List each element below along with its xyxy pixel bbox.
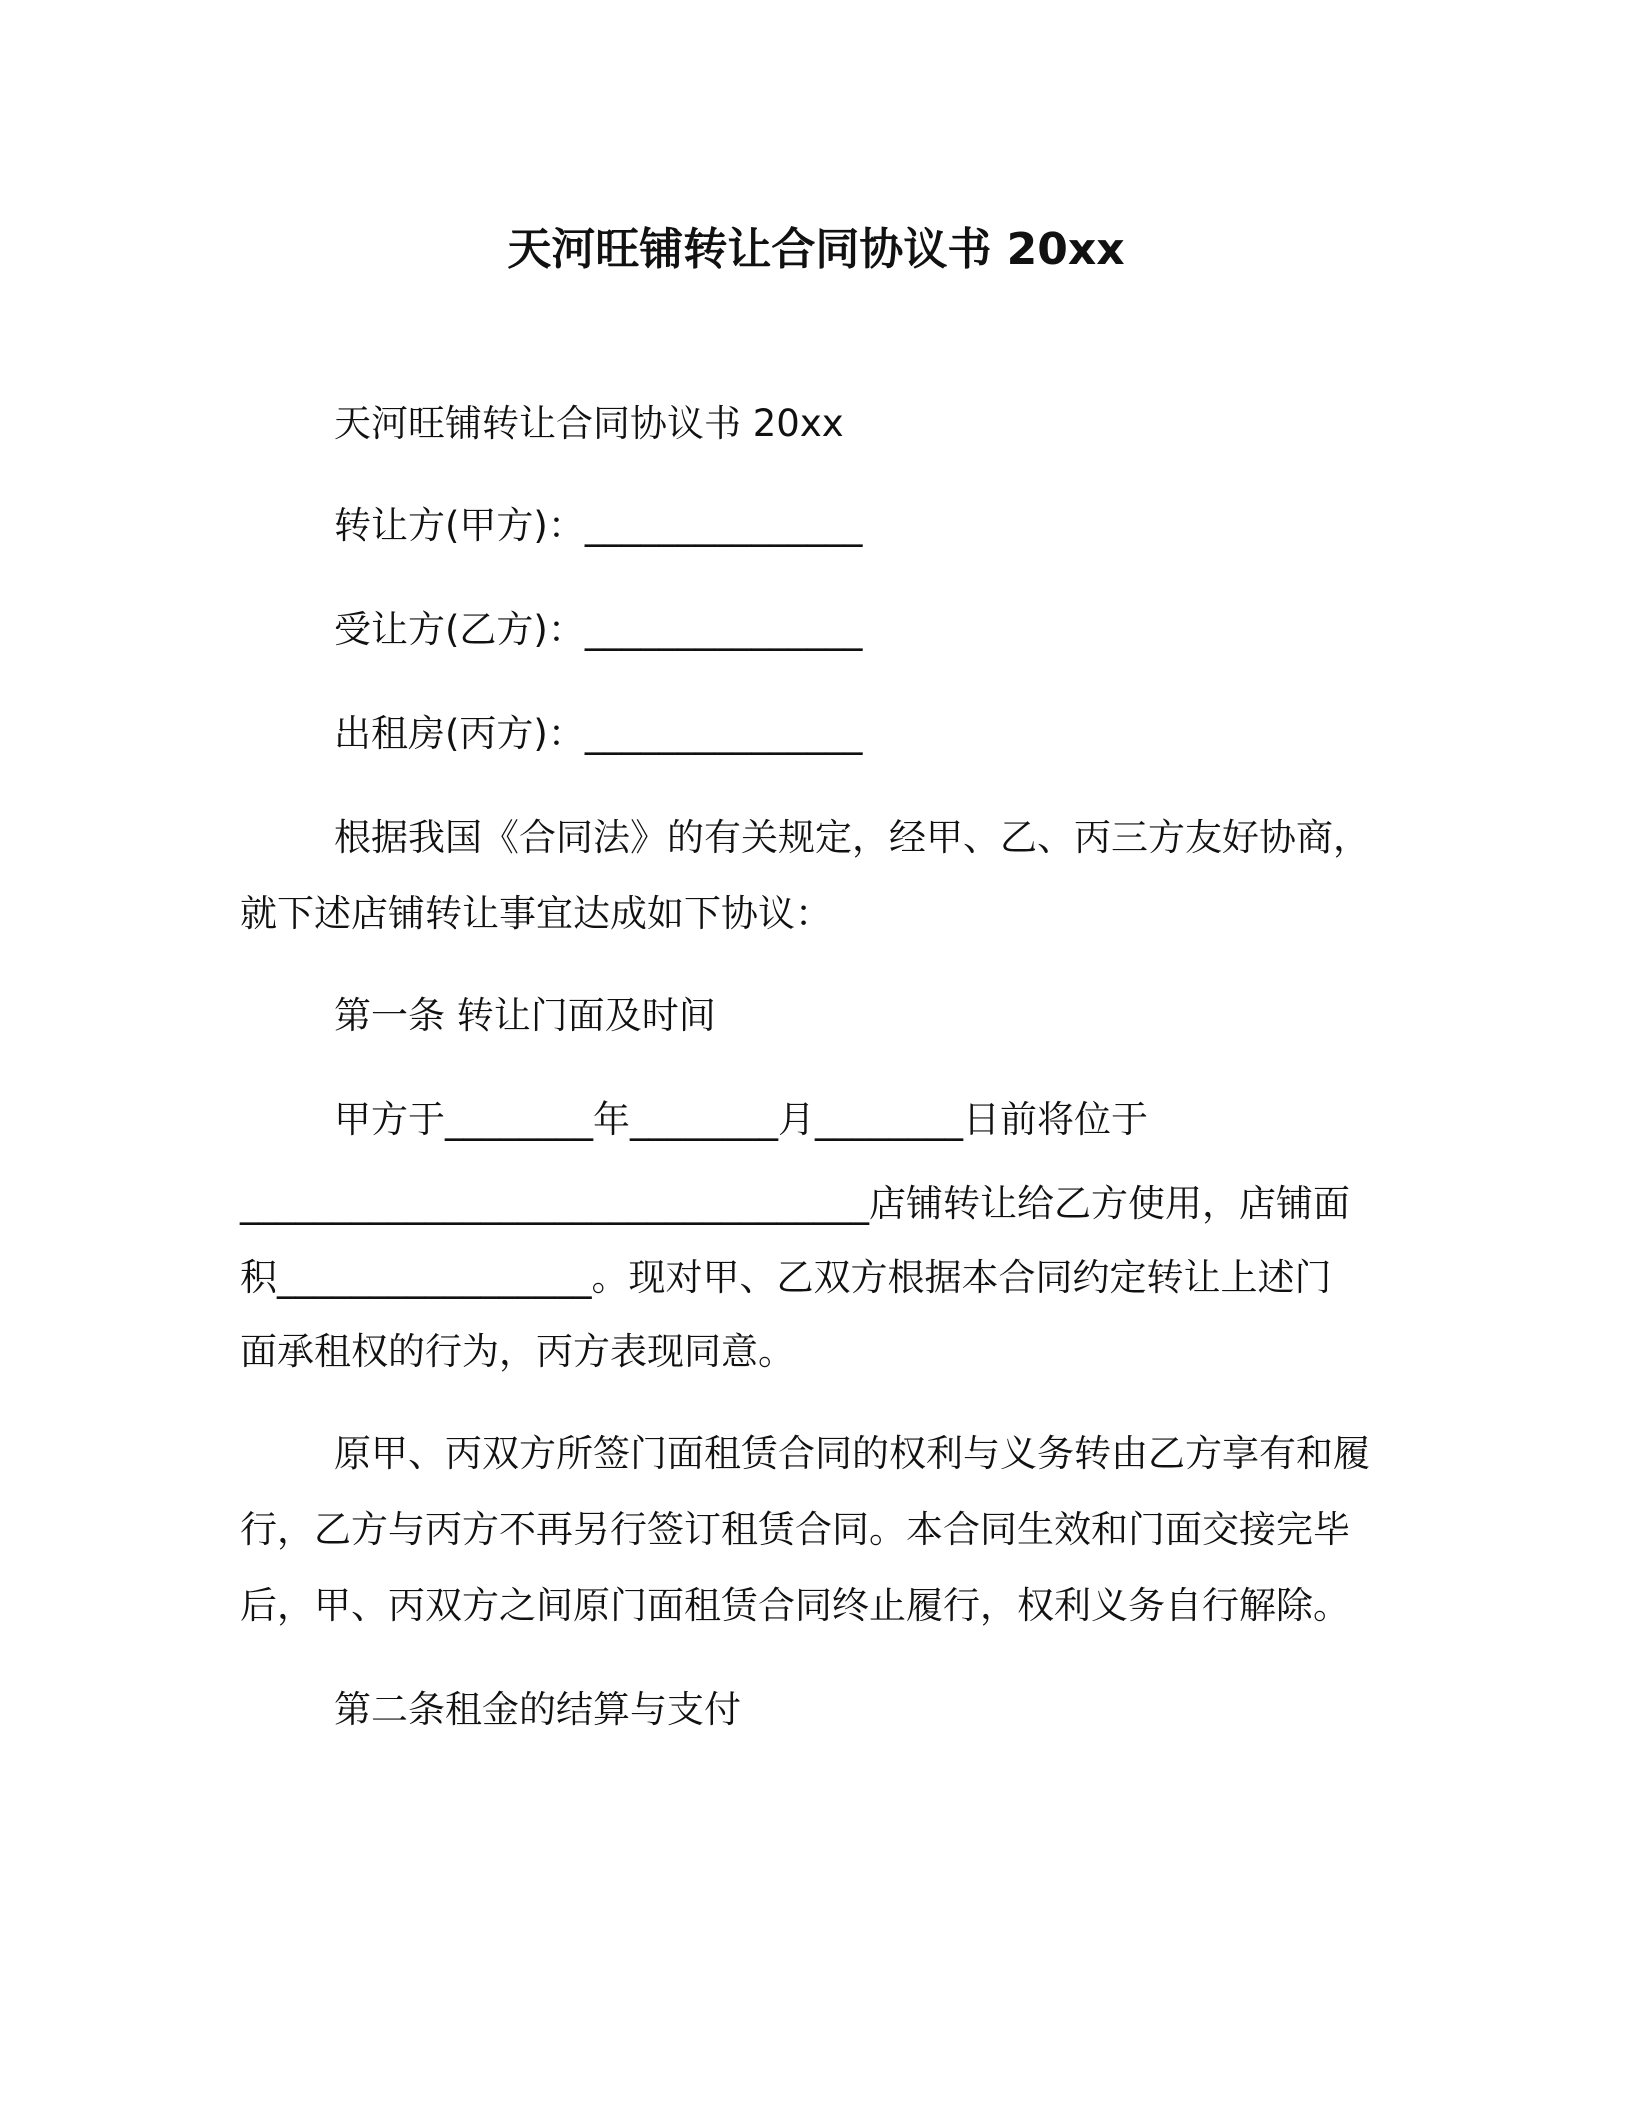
lessor-party-line: 出租房(丙方)：_______________	[334, 712, 863, 755]
article1-para1-line-1: 甲方于________年________月________日前将位于	[334, 1098, 1148, 1141]
article1-heading: 第一条 转让门面及时间	[334, 994, 716, 1037]
article1-para1-line-2: __________________________________店铺转让给乙方使用，店铺面	[240, 1182, 1350, 1225]
article1-para2-line-3: 后，甲、丙双方之间原门面租赁合同终止履行，权利义务自行解除。	[240, 1584, 1350, 1627]
document-title: 天河旺铺转让合同协议书 20xx	[507, 224, 1125, 275]
transferee-party-line: 受让方(乙方)：_______________	[334, 608, 863, 651]
article1-para1-line-4: 面承租权的行为，丙方表现同意。	[240, 1330, 795, 1373]
preamble-line-1: 根据我国《合同法》的有关规定，经甲、乙、丙三方友好协商，	[334, 816, 1370, 859]
preamble-line-2: 就下述店铺转让事宜达成如下协议：	[240, 892, 832, 935]
subtitle-line: 天河旺铺转让合同协议书 20xx	[334, 402, 844, 445]
article1-para2-line-1: 原甲、丙双方所签门面租赁合同的权利与义务转由乙方享有和履	[334, 1432, 1370, 1475]
article1-para2-line-2: 行，乙方与丙方不再另行签订租赁合同。本合同生效和门面交接完毕	[240, 1508, 1350, 1551]
article1-para1-line-3: 积_________________。现对甲、乙双方根据本合同约定转让上述门	[240, 1256, 1332, 1299]
transferor-party-line: 转让方(甲方)：_______________	[334, 504, 863, 547]
article2-heading: 第二条租金的结算与支付	[334, 1688, 741, 1731]
